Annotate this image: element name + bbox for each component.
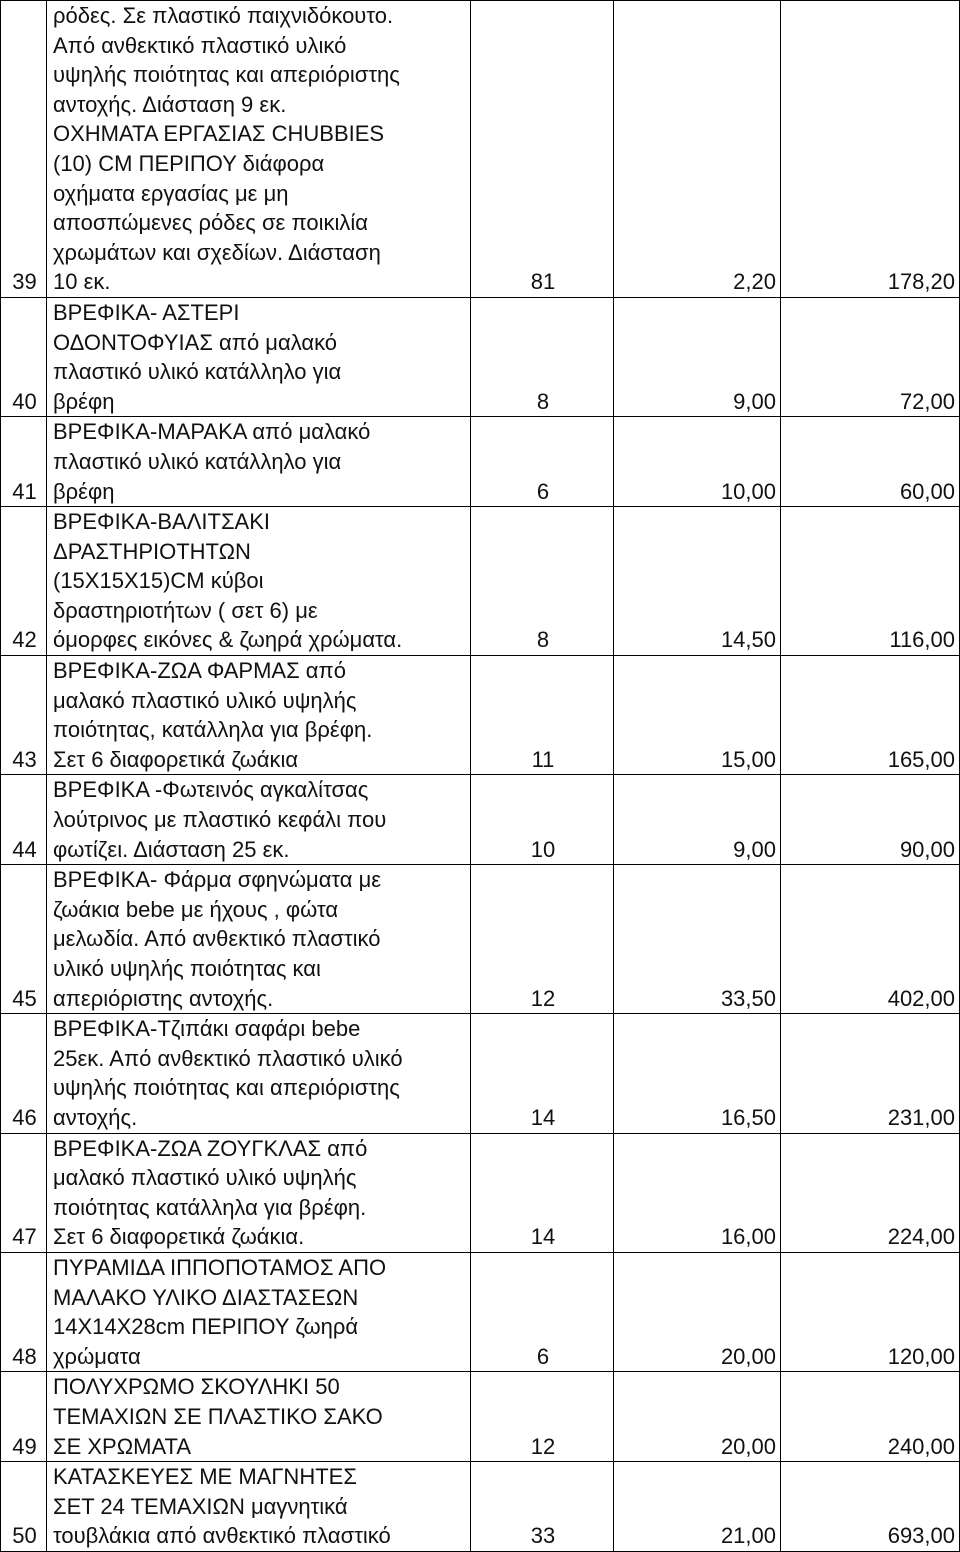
table-body [1, 1, 960, 1552]
item-number: 43 [1, 656, 47, 775]
item-total: 116,00 [781, 507, 960, 656]
table-row [1, 1372, 960, 1462]
item-unit-price: 10,00 [614, 417, 781, 507]
item-description [47, 656, 471, 775]
item-number: 41 [1, 417, 47, 507]
item-quantity: 11 [471, 656, 614, 775]
item-number: 46 [1, 1014, 47, 1133]
item-unit-price: 14,50 [614, 507, 781, 656]
item-total: 231,00 [781, 1014, 960, 1133]
item-number: 44 [1, 775, 47, 865]
table-row [1, 507, 960, 656]
item-total: 90,00 [781, 775, 960, 865]
item-description [47, 1133, 471, 1252]
description-text: ΒΡΕΦΙΚΑ-ΜΑΡΑΚΑ από μαλακό πλαστικό υλικό κατάλληλο για βρέφη [53, 419, 371, 504]
item-quantity: 12 [471, 865, 614, 1014]
item-number: 39 [1, 1, 47, 298]
table-row [1, 775, 960, 865]
item-number: 49 [1, 1372, 47, 1462]
description-text: ΒΡΕΦΙΚΑ-Τζιπάκι σαφάρι bebe 25εκ. Από ανθεκτικό πλαστικό υλικό υψηλής ποιότητας και απεριόριστης αντοχής. [53, 1016, 403, 1130]
item-number: 48 [1, 1252, 47, 1371]
table-row [1, 417, 960, 507]
item-unit-price: 2,20 [614, 1, 781, 298]
item-unit-price: 20,00 [614, 1252, 781, 1371]
item-total: 165,00 [781, 656, 960, 775]
item-unit-price: 15,00 [614, 656, 781, 775]
item-total: 240,00 [781, 1372, 960, 1462]
item-total: 178,20 [781, 1, 960, 298]
table-row [1, 1014, 960, 1133]
item-quantity: 81 [471, 1, 614, 298]
item-quantity: 14 [471, 1014, 614, 1133]
item-total: 693,00 [781, 1462, 960, 1552]
item-number: 50 [1, 1462, 47, 1552]
item-unit-price: 16,00 [614, 1133, 781, 1252]
item-quantity: 6 [471, 1252, 614, 1371]
item-quantity: 12 [471, 1372, 614, 1462]
description-text: ΠΟΛΥΧΡΩΜΟ ΣΚΟΥΛΗΚΙ 50 ΤΕΜΑΧΙΩΝ ΣΕ ΠΛΑΣΤΙΚΟ ΣΑΚΟ ΣΕ ΧΡΩΜΑΤΑ [53, 1374, 383, 1459]
description-text: ΒΡΕΦΙΚΑ-ΖΩΑ ΖΟΥΓΚΛΑΣ από μαλακό πλαστικό υλικό υψηλής ποιότητας κατάλληλα για βρέφη. Σετ 6 διαφορετικά ζωάκια. [53, 1135, 368, 1250]
description-text: ΒΡΕΦΙΚΑ- Φάρμα σφηνώματα με ζωάκια bebe με ήχους , φώτα μελωδία. Από ανθεκτικό πλαστικό υλικό υψηλής ποιότητας και απεριόριστης αντοχής. [53, 867, 382, 1011]
item-unit-price: 9,00 [614, 775, 781, 865]
description-text: ΒΡΕΦΙΚΑ-ΖΩΑ ΦΑΡΜΑΣ από μαλακό πλαστικό υλικό υψηλής ποιότητας, κατάλληλα για βρέφη. Σετ 6 διαφορετικά ζωάκια [53, 658, 373, 772]
description-text: ΒΡΕΦΙΚΑ -Φωτεινός αγκαλίτσας λούτρινος με πλαστικό κεφάλι που φωτίζει. Διάσταση 25 εκ. [53, 777, 387, 862]
item-quantity: 8 [471, 507, 614, 656]
description-text: ΠΥΡΑΜΙΔΑ ΙΠΠΟΠΟΤΑΜΟΣ ΑΠΟ ΜΑΛΑΚΟ ΥΛΙΚΟ ΔΙΑΣΤΑΣΕΩΝ 14Χ14Χ28cm ΠΕΡΙΠΟΥ ζωηρά χρώματα [53, 1254, 387, 1369]
item-description [47, 417, 471, 507]
item-quantity: 33 [471, 1462, 614, 1552]
description-text: ΒΡΕΦΙΚΑ- ΑΣΤΕΡΙ ΟΔΟΝΤΟΦΥΙΑΣ από μαλακό πλαστικό υλικό κατάλληλο για βρέφη [53, 299, 342, 414]
item-number: 47 [1, 1133, 47, 1252]
item-description [47, 1, 471, 298]
description-text: ΚΑΤΑΣΚΕΥΕΣ ΜΕ ΜΑΓΝΗΤΕΣ ΣΕΤ 24 ΤΕΜΑΧΙΩΝ μαγνητικά τουβλάκια από ανθεκτικό πλαστικό [53, 1464, 391, 1549]
item-quantity: 14 [471, 1133, 614, 1252]
table-row [1, 1252, 960, 1371]
description-text: ΒΡΕΦΙΚΑ-ΒΑΛΙΤΣΑΚΙ ΔΡΑΣΤΗΡΙΟΤΗΤΩΝ (15Χ15Χ15)CM κύβοι δραστηριοτήτων ( σετ 6) με όμορφες εικόνες & ζωηρά χρώματα. [53, 509, 403, 653]
item-description [47, 1252, 471, 1371]
item-total: 120,00 [781, 1252, 960, 1371]
item-quantity: 8 [471, 297, 614, 416]
item-description [47, 507, 471, 656]
item-number: 45 [1, 865, 47, 1014]
description-text: ρόδες. Σε πλαστικό παιχνιδόκουτο. Από ανθεκτικό πλαστικό υλικό υψηλής ποιότητας και απεριόριστης αντοχής. Διάσταση 9 εκ. ΟΧΗΜΑΤΑ ΕΡΓΑΣΙΑΣ CHUBBIES (10) CM ΠΕΡΙΠΟΥ διάφορα οχήματα εργασίας με μη αποσπώμενες ρόδες σε ποικιλία χρωμάτων και σχεδίων. Διάσταση 10 εκ. [53, 3, 400, 295]
table-row [1, 297, 960, 416]
item-total: 402,00 [781, 865, 960, 1014]
item-description [47, 865, 471, 1014]
item-unit-price: 33,50 [614, 865, 781, 1014]
item-number: 40 [1, 297, 47, 416]
table-row [1, 1462, 960, 1552]
item-quantity: 10 [471, 775, 614, 865]
item-total: 60,00 [781, 417, 960, 507]
item-description [47, 297, 471, 416]
item-unit-price: 9,00 [614, 297, 781, 416]
item-total: 224,00 [781, 1133, 960, 1252]
item-unit-price: 20,00 [614, 1372, 781, 1462]
item-description [47, 775, 471, 865]
item-description [47, 1372, 471, 1462]
table-row [1, 1, 960, 298]
item-number: 42 [1, 507, 47, 656]
item-description [47, 1014, 471, 1133]
table-row [1, 656, 960, 775]
item-unit-price: 16,50 [614, 1014, 781, 1133]
table-row [1, 1133, 960, 1252]
item-description [47, 1462, 471, 1552]
item-unit-price: 21,00 [614, 1462, 781, 1552]
item-quantity: 6 [471, 417, 614, 507]
table-row [1, 865, 960, 1014]
item-total: 72,00 [781, 297, 960, 416]
